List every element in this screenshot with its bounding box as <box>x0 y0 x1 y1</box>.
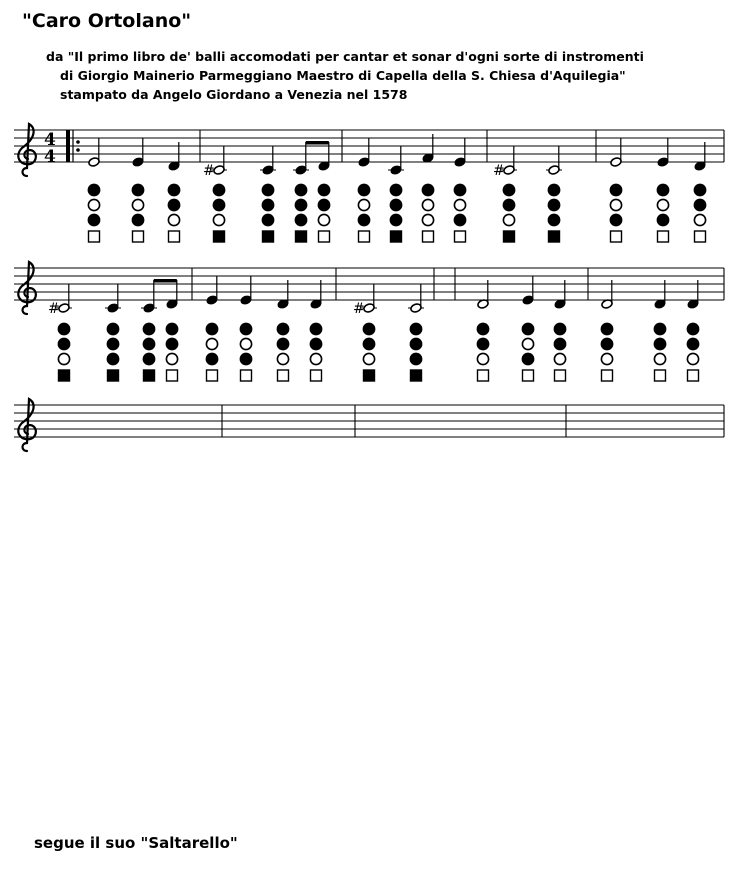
open-hole-icon <box>454 199 465 210</box>
closed-hole-icon <box>687 338 698 349</box>
treble-clef-icon <box>18 262 36 314</box>
closed-hole-icon <box>88 184 99 195</box>
closed-hole-icon <box>277 338 288 349</box>
closed-hole-icon <box>132 184 143 195</box>
closed-hole-icon <box>358 184 369 195</box>
eighth-beam <box>154 279 177 283</box>
closed-hole-icon <box>657 214 668 225</box>
closed-hole-icon <box>657 184 668 195</box>
closed-hole-icon <box>107 338 118 349</box>
repeat-dot <box>76 148 80 152</box>
open-thumb-hole-icon <box>523 370 534 381</box>
open-thumb-hole-icon <box>555 370 566 381</box>
closed-thumb-hole-icon <box>504 231 515 242</box>
closed-thumb-hole-icon <box>296 231 307 242</box>
open-thumb-hole-icon <box>311 370 322 381</box>
open-hole-icon <box>318 214 329 225</box>
closed-hole-icon <box>410 338 421 349</box>
staff-system <box>14 262 724 381</box>
closed-hole-icon <box>522 323 533 334</box>
closed-hole-icon <box>654 323 665 334</box>
repeat-dot <box>76 140 80 144</box>
open-hole-icon <box>166 353 177 364</box>
closed-hole-icon <box>277 323 288 334</box>
closed-hole-icon <box>390 184 401 195</box>
closed-thumb-hole-icon <box>411 370 422 381</box>
closed-hole-icon <box>363 323 374 334</box>
closed-thumb-hole-icon <box>391 231 402 242</box>
time-signature-top: 4 <box>44 130 56 150</box>
open-thumb-hole-icon <box>241 370 252 381</box>
open-thumb-hole-icon <box>423 231 434 242</box>
open-hole-icon <box>168 214 179 225</box>
closed-hole-icon <box>143 338 154 349</box>
footer-note: segue il suo "Saltarello" <box>34 834 238 852</box>
open-thumb-hole-icon <box>89 231 100 242</box>
closed-hole-icon <box>240 353 251 364</box>
open-hole-icon <box>310 353 321 364</box>
open-hole-icon <box>358 199 369 210</box>
closed-hole-icon <box>687 323 698 334</box>
sharp-sign: # <box>353 301 365 317</box>
closed-hole-icon <box>694 199 705 210</box>
closed-hole-icon <box>310 338 321 349</box>
closed-hole-icon <box>166 323 177 334</box>
closed-hole-icon <box>610 214 621 225</box>
open-hole-icon <box>213 214 224 225</box>
open-hole-icon <box>240 338 251 349</box>
closed-hole-icon <box>554 338 565 349</box>
open-hole-icon <box>58 353 69 364</box>
open-hole-icon <box>657 199 668 210</box>
sharp-sign: # <box>48 301 60 317</box>
closed-hole-icon <box>295 214 306 225</box>
staff-system <box>14 124 724 242</box>
closed-hole-icon <box>168 199 179 210</box>
closed-hole-icon <box>548 184 559 195</box>
closed-hole-icon <box>262 184 273 195</box>
closed-hole-icon <box>694 184 705 195</box>
open-thumb-hole-icon <box>695 231 706 242</box>
closed-hole-icon <box>143 323 154 334</box>
open-hole-icon <box>363 353 374 364</box>
staff-system <box>14 399 724 451</box>
closed-hole-icon <box>107 353 118 364</box>
closed-hole-icon <box>363 338 374 349</box>
open-thumb-hole-icon <box>169 231 180 242</box>
closed-hole-icon <box>503 199 514 210</box>
sharp-sign: # <box>493 163 505 179</box>
closed-hole-icon <box>610 184 621 195</box>
source-credit-line-3: stampato da Angelo Giordano a Venezia nel 1578 <box>60 87 408 102</box>
piece-title: "Caro Ortolano" <box>22 10 192 32</box>
open-thumb-hole-icon <box>319 231 330 242</box>
closed-hole-icon <box>503 184 514 195</box>
closed-thumb-hole-icon <box>263 231 274 242</box>
closed-hole-icon <box>295 199 306 210</box>
closed-hole-icon <box>58 338 69 349</box>
closed-thumb-hole-icon <box>549 231 560 242</box>
closed-hole-icon <box>143 353 154 364</box>
open-thumb-hole-icon <box>478 370 489 381</box>
treble-clef-icon <box>18 399 36 451</box>
closed-hole-icon <box>410 353 421 364</box>
closed-hole-icon <box>107 323 118 334</box>
closed-hole-icon <box>477 323 488 334</box>
closed-hole-icon <box>240 323 251 334</box>
open-hole-icon <box>477 353 488 364</box>
closed-hole-icon <box>213 199 224 210</box>
closed-hole-icon <box>213 184 224 195</box>
open-hole-icon <box>503 214 514 225</box>
closed-hole-icon <box>548 214 559 225</box>
closed-hole-icon <box>318 199 329 210</box>
closed-thumb-hole-icon <box>144 370 155 381</box>
open-thumb-hole-icon <box>658 231 669 242</box>
closed-hole-icon <box>390 199 401 210</box>
open-hole-icon <box>277 353 288 364</box>
closed-hole-icon <box>477 338 488 349</box>
open-hole-icon <box>694 214 705 225</box>
open-thumb-hole-icon <box>655 370 666 381</box>
closed-hole-icon <box>168 184 179 195</box>
closed-thumb-hole-icon <box>108 370 119 381</box>
closed-hole-icon <box>88 214 99 225</box>
closed-hole-icon <box>654 338 665 349</box>
open-hole-icon <box>422 214 433 225</box>
open-hole-icon <box>654 353 665 364</box>
closed-hole-icon <box>262 214 273 225</box>
open-thumb-hole-icon <box>688 370 699 381</box>
closed-thumb-hole-icon <box>214 231 225 242</box>
open-hole-icon <box>554 353 565 364</box>
open-thumb-hole-icon <box>602 370 613 381</box>
open-thumb-hole-icon <box>278 370 289 381</box>
open-thumb-hole-icon <box>207 370 218 381</box>
open-hole-icon <box>522 338 533 349</box>
closed-hole-icon <box>132 214 143 225</box>
closed-hole-icon <box>601 323 612 334</box>
source-credit-line-2: di Giorgio Mainerio Parmeggiano Maestro di Capella della S. Chiesa d'Aquilegia" <box>60 68 626 83</box>
open-hole-icon <box>206 338 217 349</box>
source-credit-line-1: da "Il primo libro de' balli accomodati per cantar et sonar d'ogni sorte di instromenti <box>46 49 644 64</box>
closed-hole-icon <box>295 184 306 195</box>
closed-hole-icon <box>206 353 217 364</box>
closed-hole-icon <box>422 184 433 195</box>
time-signature-bottom: 4 <box>44 147 56 167</box>
closed-thumb-hole-icon <box>364 370 375 381</box>
closed-hole-icon <box>522 353 533 364</box>
open-thumb-hole-icon <box>359 231 370 242</box>
closed-thumb-hole-icon <box>59 370 70 381</box>
repeat-start-barline <box>66 130 70 162</box>
open-thumb-hole-icon <box>455 231 466 242</box>
closed-hole-icon <box>601 338 612 349</box>
open-hole-icon <box>422 199 433 210</box>
closed-hole-icon <box>318 184 329 195</box>
closed-hole-icon <box>358 214 369 225</box>
open-thumb-hole-icon <box>611 231 622 242</box>
open-hole-icon <box>132 199 143 210</box>
closed-hole-icon <box>454 184 465 195</box>
eighth-beam <box>306 141 329 145</box>
closed-hole-icon <box>410 323 421 334</box>
open-thumb-hole-icon <box>167 370 178 381</box>
treble-clef-icon <box>18 124 36 176</box>
sharp-sign: # <box>203 163 215 179</box>
closed-hole-icon <box>166 338 177 349</box>
open-thumb-hole-icon <box>133 231 144 242</box>
closed-hole-icon <box>262 199 273 210</box>
open-hole-icon <box>601 353 612 364</box>
closed-hole-icon <box>206 323 217 334</box>
closed-hole-icon <box>554 323 565 334</box>
open-hole-icon <box>88 199 99 210</box>
open-hole-icon <box>687 353 698 364</box>
closed-hole-icon <box>58 323 69 334</box>
closed-hole-icon <box>310 323 321 334</box>
closed-hole-icon <box>548 199 559 210</box>
open-hole-icon <box>610 199 621 210</box>
closed-hole-icon <box>390 214 401 225</box>
closed-hole-icon <box>454 214 465 225</box>
